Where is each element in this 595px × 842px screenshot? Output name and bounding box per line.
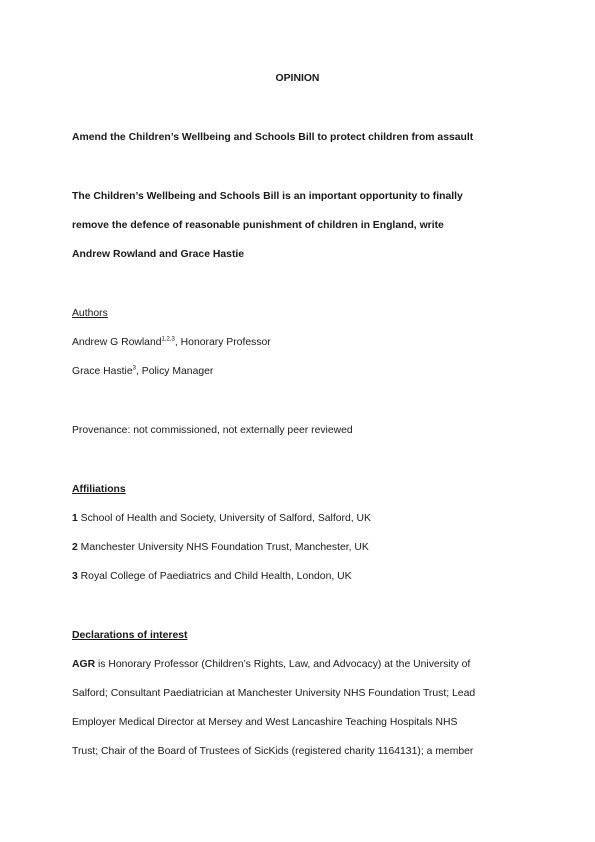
author-name: Grace Hastie [72, 366, 133, 377]
author-name: Andrew G Rowland [72, 337, 162, 348]
affiliation-number: 1 [72, 513, 78, 524]
author-2 [72, 365, 213, 378]
declaration-line-1 [72, 658, 470, 671]
affiliations-heading: Affiliations [72, 484, 126, 495]
declaration-initials: AGR [72, 659, 96, 670]
section-label: OPINION [275, 73, 320, 84]
standfirst-line-3: Andrew Rowland and Grace Hastie [72, 249, 245, 260]
affiliation-text: Manchester University NHS Foundation Trust, Manchester, UK [77, 542, 369, 553]
affiliation-text: Royal College of Paediatrics and Child Health, London, UK [77, 571, 352, 582]
affiliation-2 [72, 541, 369, 554]
article-title: Amend the Children’s Wellbeing and Schools Bill to protect children from assault [72, 132, 474, 143]
affiliation-3 [72, 570, 352, 583]
declaration-line-4: Trust; Chair of the Board of Trustees of SicKids (registered charity 1164131); a member [72, 746, 474, 757]
standfirst-line-1: The Children’s Wellbeing and Schools Bill is an important opportunity to finally [72, 191, 463, 202]
author-role: , Honorary Professor [174, 337, 271, 348]
author-affiliation-sup: 3 [132, 365, 136, 372]
affiliation-1 [72, 512, 371, 525]
author-role: , Policy Manager [135, 366, 214, 377]
declaration-text: is Honorary Professor (Children’s Rights, Law, and Advocacy) at the University of [95, 659, 471, 670]
declarations-heading: Declarations of interest [72, 630, 188, 641]
affiliation-number: 3 [72, 571, 78, 582]
author-affiliation-sup: 1,2,3 [161, 336, 175, 343]
standfirst-line-2: remove the defence of reasonable punishment of children in England, write [72, 220, 444, 231]
authors-heading: Authors [72, 308, 108, 319]
affiliation-text: School of Health and Society, University of Salford, Salford, UK [77, 513, 371, 524]
declaration-line-3: Employer Medical Director at Mersey and West Lancashire Teaching Hospitals NHS [72, 717, 458, 728]
declaration-line-2: Salford; Consultant Paediatrician at Manchester University NHS Foundation Trust; Lead [72, 688, 476, 699]
author-1 [72, 336, 271, 349]
affiliation-number: 2 [72, 542, 78, 553]
provenance-statement: Provenance: not commissioned, not externally peer reviewed [72, 425, 353, 436]
